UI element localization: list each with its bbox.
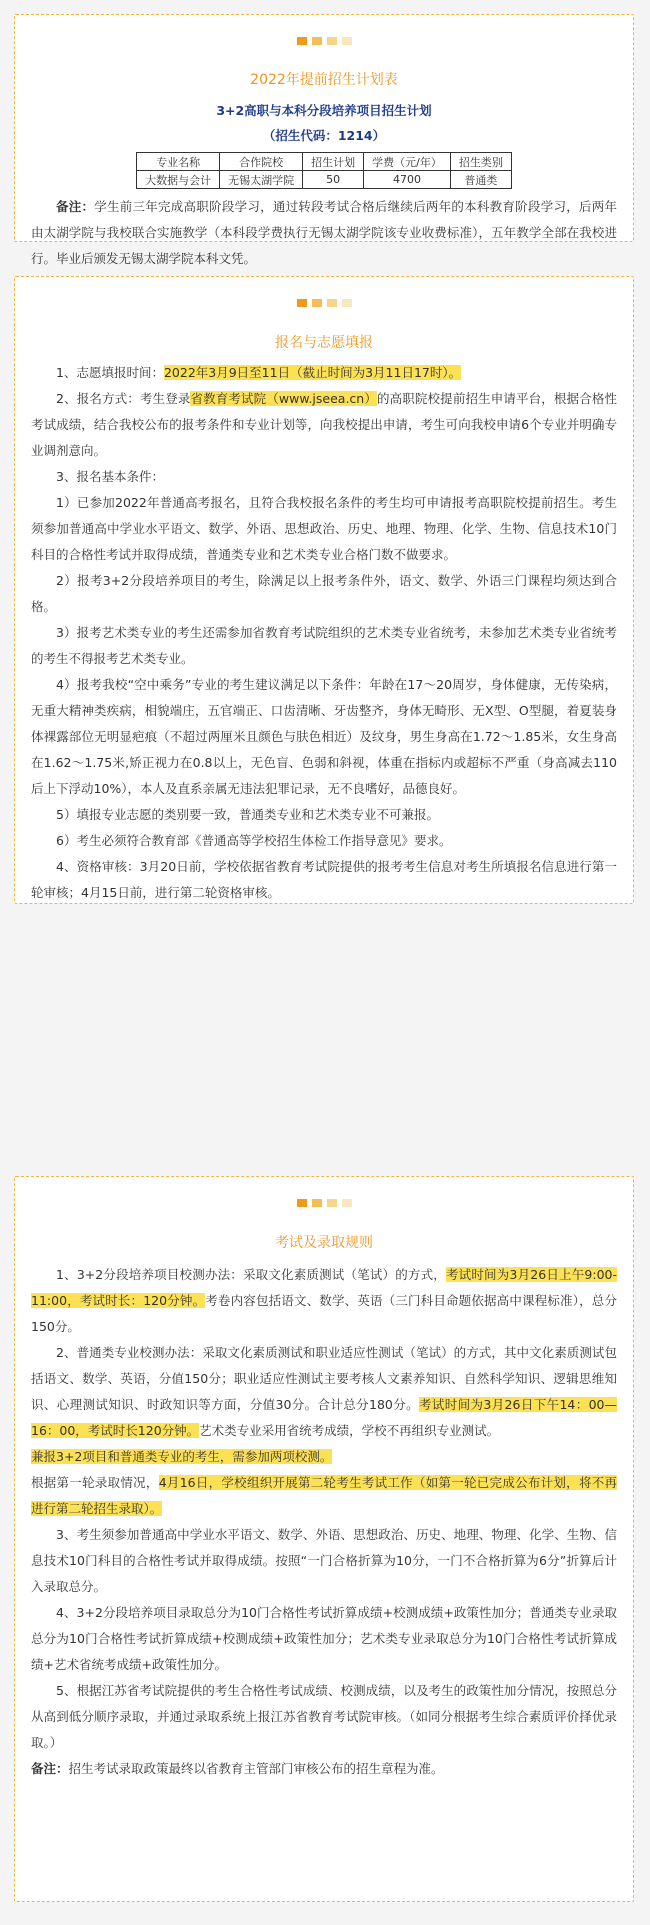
paragraph: 5、根据江苏省考试院提供的考生合格性考试成绩、校测成绩，以及考生的政策性加分情况，按照总分从高到低分顺序录取，并通过录取系统上报江苏省教育考试院审核。（如同分根据考生综合素质评价择优录取。） <box>31 1683 617 1750</box>
paragraph: 6）考生必须符合教育部《普通高等学校招生体检工作指导意见》要求。 <box>56 833 452 848</box>
registration-title: 报名与志愿填报 <box>275 335 373 351</box>
enrollment-code: （招生代码：1214） <box>262 128 386 143</box>
paragraph: 3、考生须参加普通高中学业水平语文、数学、外语、思想政治、历史、地理、物理、化学、生物、信息技术10门科目的合格性考试并取得成绩。按照“一门合格折算为10分，一门不合格折算为6分”折算后计入录取总分。 <box>31 1527 617 1594</box>
registration-card <box>14 276 634 904</box>
table-header-cell: 合作院校 <box>220 153 303 171</box>
decorative-dots-icon <box>31 37 617 45</box>
note-text: 学生前三年完成高职阶段学习，通过转段考试合格后继续后两年的本科教育阶段学习，后两年由太湖学院与我校联合实施教学（本科段学费执行无锡太湖学院该专业收费标准），五年教学全部在我校进行。毕业后颁发无锡太湖学院本科文凭。 <box>31 199 617 266</box>
plan-note <box>31 194 617 272</box>
exam-site-link[interactable]: 省教育考试院（www.jseea.cn） <box>190 391 377 406</box>
paragraph: 5）填报专业志愿的类别要一致，普通类专业和艺术类专业不可兼报。 <box>56 807 439 822</box>
plan-title: 2022年提前招生计划表 <box>250 72 398 88</box>
table-header-cell: 招生计划 <box>303 153 364 171</box>
paragraph: 4）报考我校“空中乘务”专业的考生建议满足以下条件：年龄在17～20周岁，身体健康，无传染病，无重大精神类疾病，相貌端庄，五官端正、口齿清晰、牙齿整齐，身体无畸形、无X型、O型腿，着夏装身体裸露部位无明显疤痕（不超过两厘米且颜色与肤色相近）及纹身，男生身高在1.72～1.85米，女生身高在1.62～1.75米,矫正视力在0.8以上，无色盲、色弱和斜视，体重在指标内或超标不严重（身高减去110后上下浮动10%），本人及直系亲属无违法犯罪记录，无不良嗜好，品德良好。 <box>31 677 617 796</box>
table-cell: 普通类 <box>450 171 511 189</box>
paragraph: 1）已参加2022年普通高考报名，且符合我校报名条件的考生均可申请报考高职院校提前招生。考生须参加普通高中学业水平语文、数学、外语、思想政治、历史、地理、物理、化学、生物、信息技术10门科目的合格性考试并取得成绩，普通类专业和艺术类专业合格门数不做要求。 <box>31 495 617 562</box>
table-cell: 无锡太湖学院 <box>220 171 303 189</box>
paragraph: 兼报3+2项目和普通类专业的考生，需参加两项校测。 <box>31 1449 333 1464</box>
table-row <box>137 171 512 189</box>
paragraph: 2）报考3+2分段培养项目的考生，除满足以上报考条件外，语文、数学、外语三门课程均须达到合格。 <box>31 573 617 614</box>
paragraph: 4、3+2分段培养项目录取总分为10门合格性考试折算成绩+校测成绩+政策性加分；普通类专业录取总分为10门合格性考试折算成绩+校测成绩+政策性加分；艺术类专业录取总分为10门合格性考试折算成绩+艺术省统考成绩+政策性加分。 <box>31 1605 617 1672</box>
table-cell: 4700 <box>364 171 451 189</box>
plan-table <box>136 152 512 189</box>
table-header-cell: 学费（元/年） <box>364 153 451 171</box>
exam-rules-title: 考试及录取规则 <box>275 1235 373 1251</box>
plan-subtitle: 3+2高职与本科分段培养项目招生计划 <box>216 103 432 118</box>
paragraph: 3、报名基本条件： <box>56 469 164 484</box>
paragraph: 根据第一轮录取情况，4月16日，学校组织开展第二轮考生考试工作（如第一轮已完成公布计划，将不再进行第二轮招生录取）。 <box>31 1475 617 1516</box>
exam-note <box>31 1756 617 1782</box>
decorative-dots-icon <box>31 299 617 307</box>
table-header-cell: 招生类别 <box>450 153 511 171</box>
table-cell: 大数据与会计 <box>137 171 220 189</box>
note-label: 备注： <box>56 199 95 214</box>
paragraph: 1、志愿填报时间：2022年3月9日至11日（截止时间为3月11日17时）。 <box>56 365 462 380</box>
paragraph: 3）报考艺术类专业的考生还需参加省教育考试院组织的艺术类专业省统考，未参加艺术类专业省统考的考生不得报考艺术类专业。 <box>31 625 617 666</box>
decorative-dots-icon <box>31 1199 617 1207</box>
enrollment-plan-card <box>14 14 634 266</box>
table-header-cell: 专业名称 <box>137 153 220 171</box>
paragraph: 2、普通类专业校测办法：采取文化素质测试和职业适应性测试（笔试）的方式，其中文化素质测试包括语文、数学、英语，分值150分；职业适应性测试主要考核人文素养知识、自然科学知识、逻辑思维知识、心理测试知识、时政知识等方面，分值30分。合计总分180分。考试时间为3月26日下午14：00—16：00，考试时长120分钟。艺术类专业采用省统考成绩，学校不再组织专业测试。 <box>31 1345 617 1438</box>
note-text: 招生考试录取政策最终以省教育主管部门审核公布的招生章程为准。 <box>68 1761 444 1776</box>
note-label: 备注： <box>31 1761 69 1776</box>
paragraph: 1、3+2分段培养项目校测办法：采取文化素质测试（笔试）的方式，考试时间为3月26日上午9:00-11:00，考试时长：120分钟。考卷内容包括语文、数学、英语（三门科目命题依据高中课程标准），总分150分。 <box>31 1267 617 1334</box>
exam-admission-card <box>14 1176 634 1902</box>
paragraph: 2、报名方式：考生登录省教育考试院（www.jseea.cn）的高职院校提前招生申请平台，根据合格性考试成绩，结合我校公布的报考条件和专业计划等，向我校提出申请，考生可向我校申请6个专业并明确专业调剂意向。 <box>31 391 617 458</box>
paragraph: 4、资格审核：3月20日前，学校依据省教育考试院提供的报考考生信息对考生所填报名信息进行第一轮审核；4月15日前，进行第二轮资格审核。 <box>31 859 617 900</box>
table-cell: 50 <box>303 171 364 189</box>
table-header-row <box>137 153 512 171</box>
